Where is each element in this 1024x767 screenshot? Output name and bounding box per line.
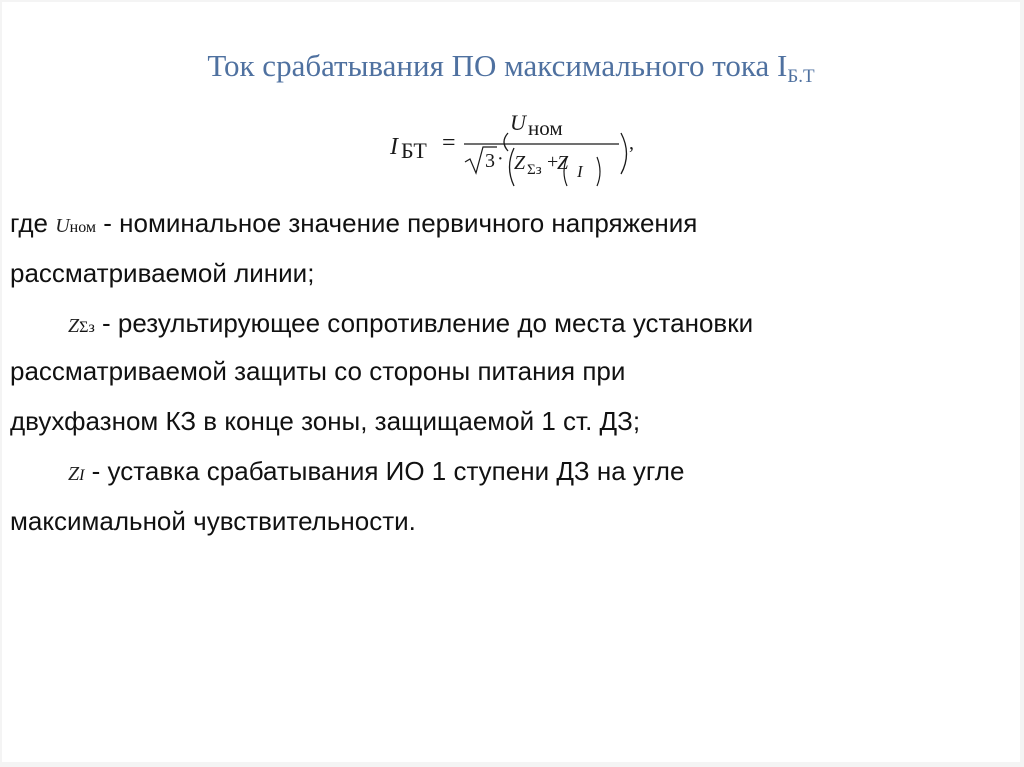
definition-z1-line-3: двухфазном КЗ в конце зоны, защищаемой 1 ст. ДЗ; [10,406,641,436]
formula-numerator-subscript: ном [528,116,563,140]
formula-dot: · [497,148,504,170]
z2-text-1: - уставка срабатывания ИО 1 ступени ДЗ на угле [84,456,685,486]
slide [2,2,1020,762]
z2-subscript: I [79,467,85,484]
definition-u-line-2: рассматриваемой линии; [10,258,315,288]
definition-z1-line-2: рассматриваемой защиты со стороны питания при [10,356,626,386]
formula-strokes [2,2,1024,202]
definition-intro: где [10,208,48,238]
u-subscript: ном [69,219,97,236]
z1-text-1: - результирующее сопротивление до места установки [94,308,754,338]
formula-equals: = [442,130,456,156]
formula-z1-symbol: Z [514,152,526,174]
title-text: Ток срабатывания ПО максимального тока I [207,48,788,83]
formula-numerator-symbol: U [510,110,526,135]
formula [2,2,1024,202]
inner-close-paren [597,157,600,186]
definition-u-line-1 [10,208,697,239]
formula-sqrt-radicand: 3 [485,150,495,172]
u-symbol: U [55,215,70,237]
formula-trailing-comma: , [629,132,634,154]
close-paren [621,133,627,174]
formula-z2-subscript: I [577,162,583,181]
u-text-1: - номинальное значение первичного напряжения [96,208,698,238]
formula-z1-subscript: Σз [527,162,542,178]
z2-symbol: Z [68,463,80,485]
formula-lhs-subscript: БТ [401,138,427,163]
definition-z1-line-1 [68,308,753,339]
numerator-paren [504,133,508,151]
definition-z2-line-1 [68,456,684,487]
title-subscript: Б.Т [787,66,815,87]
definition-z2-line-2: максимальной чувствительности. [10,506,416,536]
formula-z2-symbol: Z [557,152,569,174]
z1-symbol: Z [68,315,80,337]
formula-lhs-symbol: I [390,134,398,160]
z1-subscript: Σз [79,319,95,336]
formula-plus: + [547,151,559,173]
